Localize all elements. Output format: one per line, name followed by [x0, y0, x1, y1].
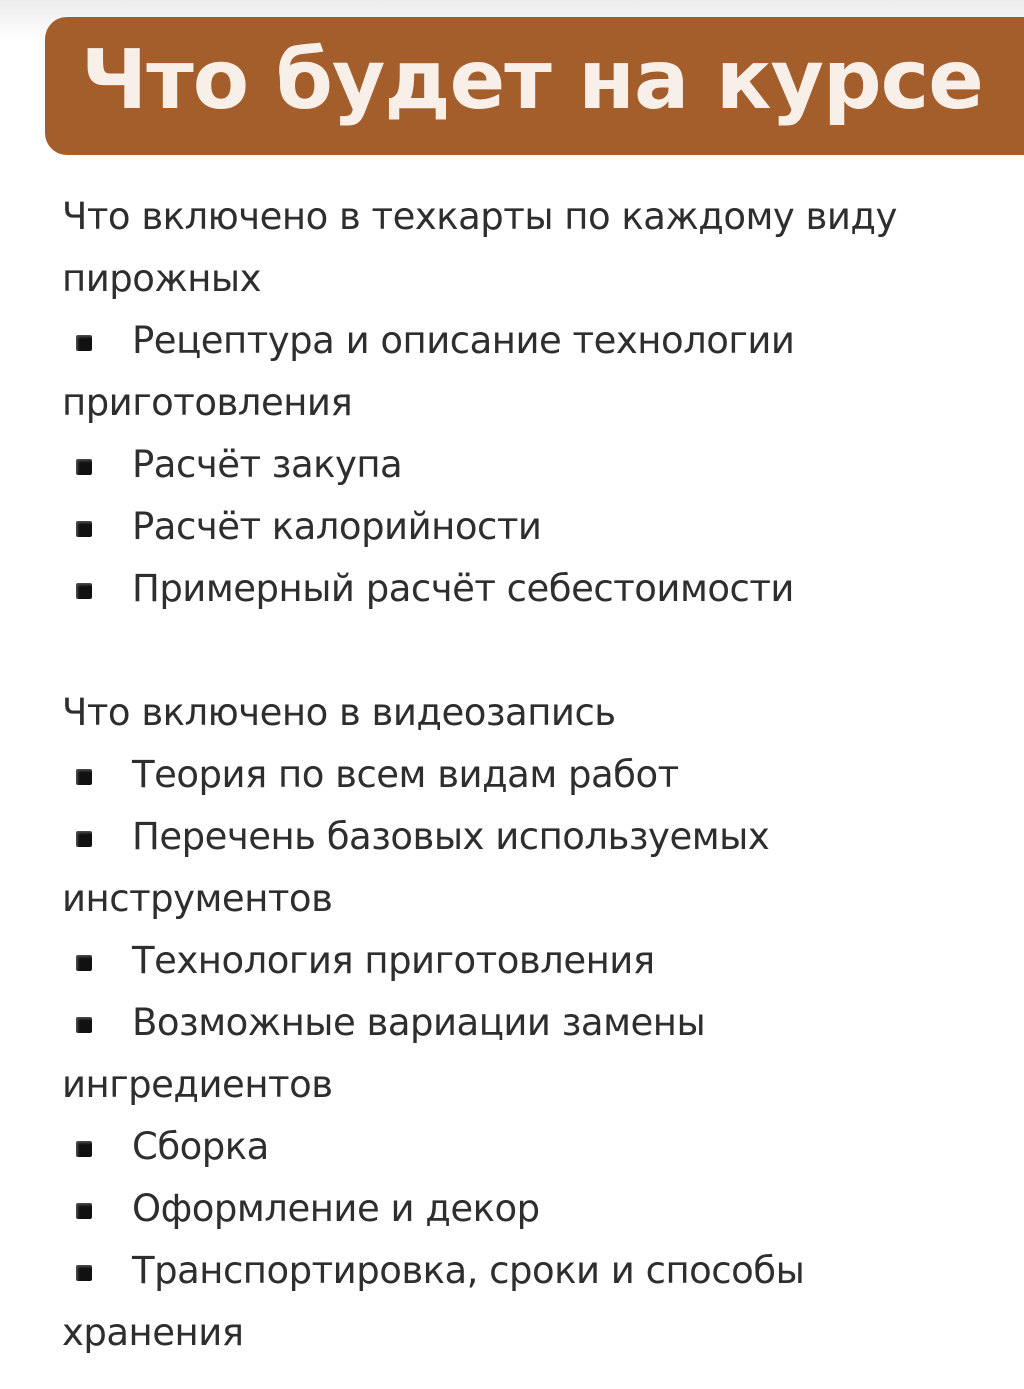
list-item-text: Сборка — [132, 1125, 269, 1168]
list-item — [62, 496, 992, 558]
list-item — [62, 744, 992, 806]
list-item — [62, 1116, 992, 1178]
section-spacer — [62, 620, 992, 682]
list-item-text: Примерный расчёт себестоимости — [132, 567, 794, 610]
list-item-text: Теория по всем видам работ — [132, 753, 679, 796]
list-item — [62, 992, 992, 1116]
section-heading-line: Что включено в видеозапись — [62, 691, 616, 734]
page-title: Что будет на курсе — [81, 33, 983, 128]
list-item — [62, 806, 992, 930]
list-item — [62, 558, 992, 620]
list-item-text-continued: инструментов — [62, 877, 333, 920]
black-square-icon — [76, 335, 92, 351]
black-square-icon — [76, 1265, 92, 1281]
list-item-text-continued: приготовления — [62, 381, 353, 424]
section-heading-line: Что включено в техкарты по каждому виду — [62, 195, 897, 238]
title-banner — [45, 17, 1024, 155]
section-heading-line: пирожных — [62, 257, 261, 300]
black-square-icon — [76, 521, 92, 537]
list-item-text: Расчёт калорийности — [132, 505, 542, 548]
list-item-text: Возможные вариации замены — [132, 1001, 706, 1044]
list-item-text: Оформление и декор — [132, 1187, 540, 1230]
list-item-text: Транспортировка, сроки и способы — [132, 1249, 805, 1292]
list-item-text-continued: ингредиентов — [62, 1063, 333, 1106]
list-item-text: Рецептура и описание технологии — [132, 319, 795, 362]
black-square-icon — [76, 583, 92, 599]
list-item — [62, 434, 992, 496]
list-item — [62, 1240, 992, 1364]
list-item-text-continued: хранения — [62, 1311, 244, 1354]
list-item — [62, 1178, 992, 1240]
list-item — [62, 310, 992, 434]
list-item-text: Расчёт закупа — [132, 443, 403, 486]
black-square-icon — [76, 831, 92, 847]
content — [62, 186, 992, 1364]
list-item-text: Технология приготовления — [132, 939, 655, 982]
list-item — [62, 930, 992, 992]
black-square-icon — [76, 1141, 92, 1157]
black-square-icon — [76, 459, 92, 475]
section-video — [62, 682, 992, 1364]
black-square-icon — [76, 955, 92, 971]
black-square-icon — [76, 1203, 92, 1219]
list-item-text: Перечень базовых используемых — [132, 815, 770, 858]
section-techcards — [62, 186, 992, 620]
black-square-icon — [76, 1017, 92, 1033]
black-square-icon — [76, 769, 92, 785]
